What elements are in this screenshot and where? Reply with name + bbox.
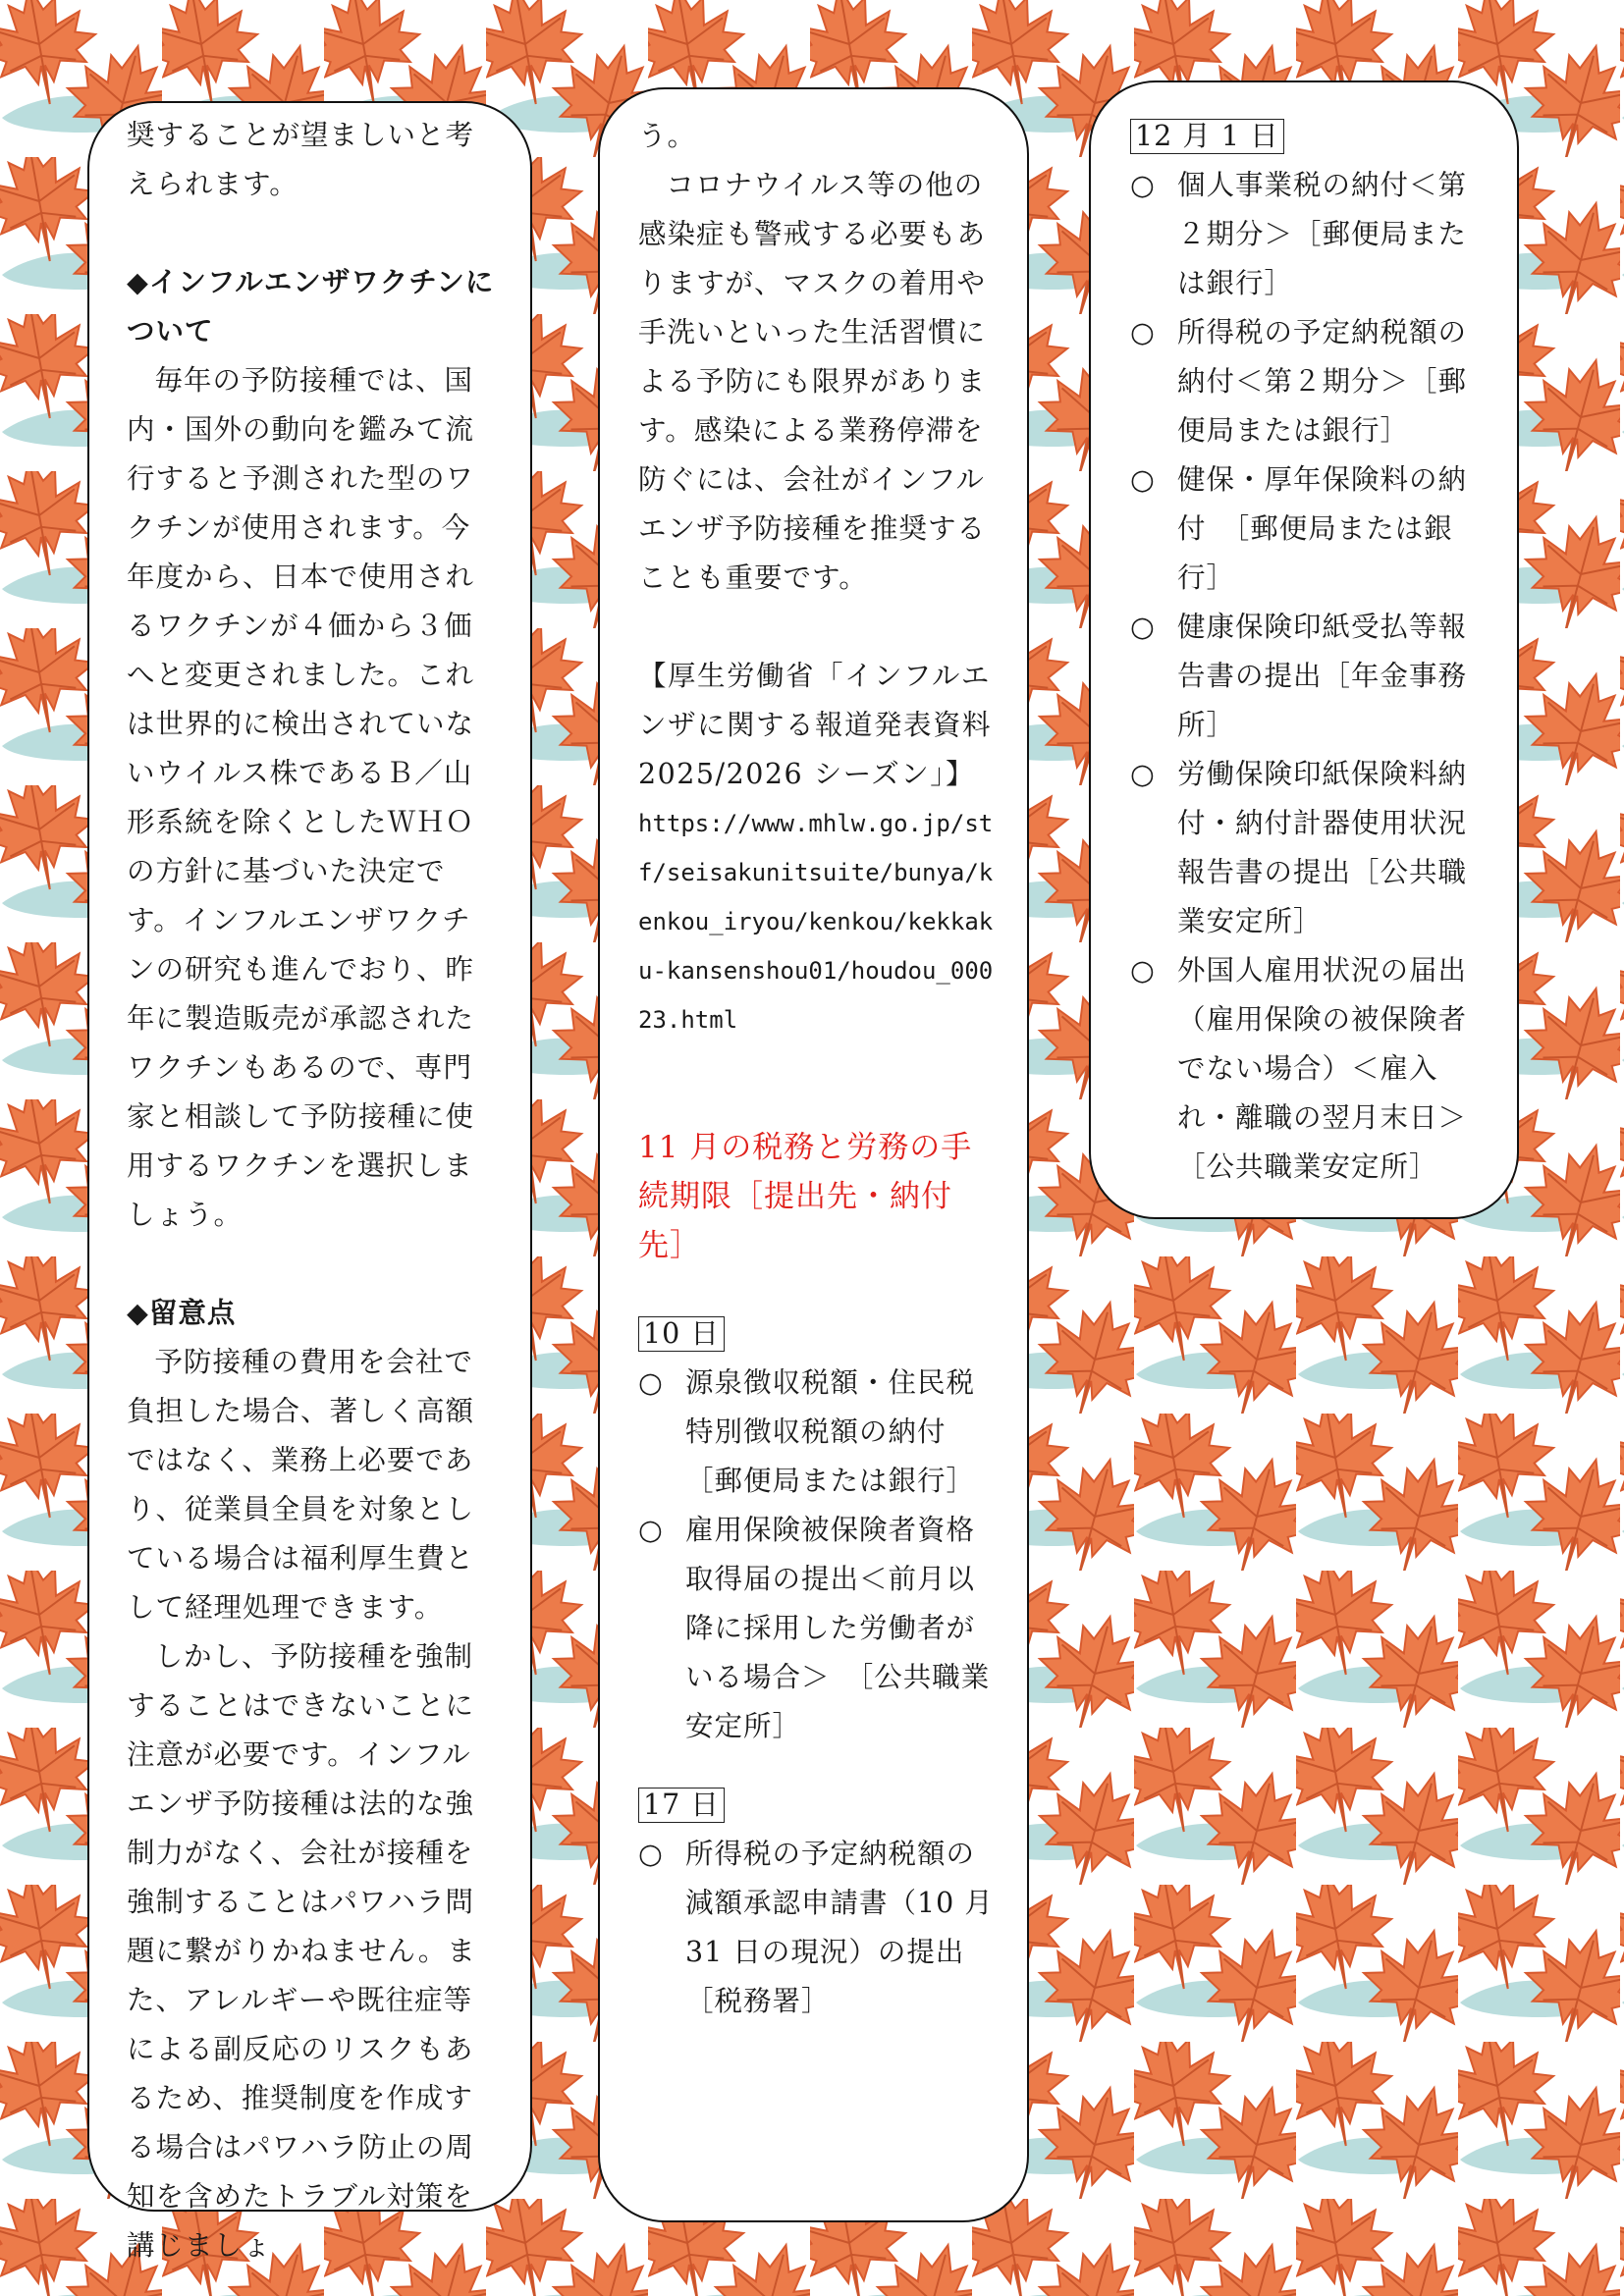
circle-bullet-icon: ○ (1130, 611, 1156, 643)
circle-bullet-icon: ○ (1130, 463, 1156, 496)
reference-title: 【厚生労働省「インフルエンザに関する報道発表資料 2025/2026 シーズン」】 (638, 660, 993, 790)
list-item (1130, 603, 1488, 750)
list-item-text: 健康保険印紙受払等報告書の提出［年金事務所］ (1177, 611, 1468, 741)
list-item (1130, 455, 1488, 603)
deadline-title: 11 月の税務と労務の手続期限［提出先・納付先］ (638, 1130, 973, 1263)
list-item-text: 雇用保険被保険者資格取得届の提出＜前月以降に採用した労働者がいる場合＞ ［公共職業安定所］ (685, 1514, 991, 1742)
list-item (1130, 308, 1488, 455)
reference-url[interactable]: https://www.mhlw.go.jp/stf/seisakunitsuite/bunya/kenkou_iryou/kenkou/kekkaku-kansenshou01/houdou_00023.html (638, 810, 994, 1034)
list-item (638, 1506, 994, 1751)
circle-bullet-icon: ○ (1130, 316, 1156, 348)
list-item-text: 源泉徴収税額・住民税特別徴収税額の納付［郵便局または銀行］ (685, 1366, 976, 1497)
list-item (1130, 161, 1488, 308)
vaccine-paragraph: 毎年の予防接種では、国内・国外の動向を鑑みて流行すると予測された型のワクチンが使用されます。今年度から、日本で使用されるワクチンが４価から３価へと変更されました。これは世界的に検出されていないウイルス株であるＢ／山形系統を除くとしたＷＨＯの方針に基づいた決定です。インフルエンザワクチンの研究も進んでおり、昨年に製造販売が承認されたワクチンもあるので、専門家と相談して予防接種に使用するワクチンを選択しましょう。 (127, 364, 475, 1231)
list-item-text: 労働保険印紙保険料納付・納付計器使用状況報告書の提出［公共職業安定所］ (1177, 758, 1468, 937)
continued-paragraph: う。 (638, 120, 697, 152)
circle-bullet-icon: ○ (638, 1514, 664, 1546)
list-item (638, 1830, 994, 2026)
list-item-text: 健保・厚年保険料の納付 ［郵便局または銀行］ (1177, 463, 1468, 594)
notes-paragraph-2: しかし、予防接種を強制することはできないことに注意が必要です。インフルエンザ予防接種は法的な強制力がなく、会社が接種を強制することはパワハラ問題に繋がりかねません。また、アレルギーや既往症等による副反応のリスクもあるため、推奨制度を作成する場合はパワハラ防止の周知を含めたトラブル対策を講じましょ (127, 1640, 476, 2262)
date-label-dec1: 12 月 1 日 (1130, 119, 1284, 154)
vaccine-heading: ◆インフルエンザワクチンについて (127, 266, 495, 347)
list-item (638, 1359, 994, 1506)
list-item (1130, 946, 1496, 1192)
circle-bullet-icon: ○ (1130, 169, 1156, 201)
list-item-text: 個人事業税の納付＜第２期分＞［郵便局または銀行］ (1177, 169, 1468, 299)
list-item-text: 所得税の予定納税額の減額承認申請書（10 月 31 日の現況）の提出［税務署］ (685, 1838, 994, 2017)
intro-paragraph: 奨することが望ましいと考えられます。 (127, 119, 475, 200)
circle-bullet-icon: ○ (1130, 954, 1156, 987)
corona-paragraph: コロナウイルス等の他の感染症も警戒する必要もありますが、マスクの着用や手洗いといった生活習慣による予防にも限界があります。感染による業務停滞を防ぐには、会社がインフルエンザ予防接種を推奨することも重要です。 (638, 169, 987, 594)
circle-bullet-icon: ○ (1130, 758, 1156, 790)
notes-heading: ◆留意点 (127, 1297, 237, 1329)
article-column-left (87, 101, 532, 2262)
circle-bullet-icon: ○ (638, 1838, 664, 1870)
list-item (1130, 750, 1488, 946)
list-item-text: 所得税の予定納税額の納付＜第２期分＞［郵便局または銀行］ (1177, 316, 1468, 447)
date-label-10: 10 日 (638, 1316, 725, 1352)
circle-bullet-icon: ○ (638, 1366, 664, 1399)
date-label-17: 17 日 (638, 1788, 725, 1823)
article-column-right (1089, 80, 1519, 1219)
article-column-middle (598, 87, 1029, 2222)
notes-paragraph-1: 予防接種の費用を会社で負担した場合、著しく高額ではなく、業務上必要であり、従業員全員を対象としている場合は福利厚生費として経理処理できます。 (127, 1346, 475, 1624)
list-item-text: 外国人雇用状況の届出 （雇用保険の被保険者でない場合）＜雇入れ・離職の翌月末日＞ ［公共職業安定所］ (1177, 954, 1496, 1183)
